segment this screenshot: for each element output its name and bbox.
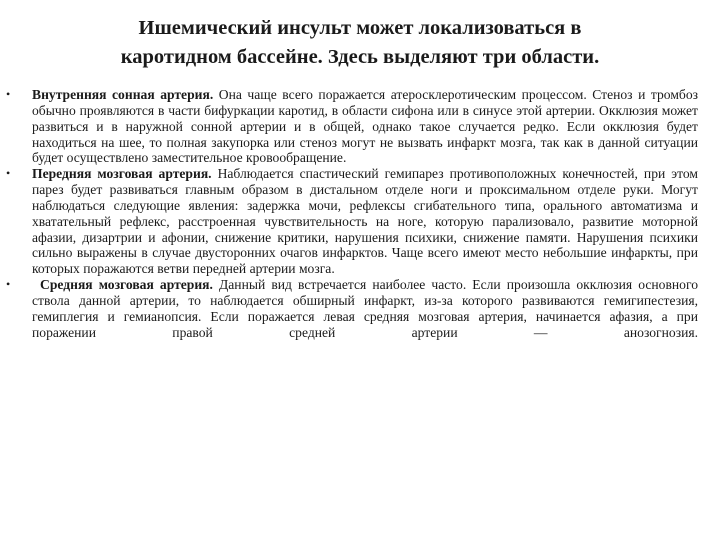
bullet-text: Наблюдается спастический гемипарез противоположных конечностей, при этом парез будет развиваться главным образом в дистальном отделе ноги и проксимальном отделе руки. Могут наблюдаться следующие явления: задержка мочи, рефлексы сгибательного типа, орального автоматизма и хватательный рефлекс, расстроенная чувствительность на ноге, которую парализовало, развитие моторной афазии, дизартрии и афонии, снижение критики, нарушения психики, снижение памяти. Нарушения психики сильно выражены в случае двусторонних очагов инфарктов. Чаще всего имеют место небольшие инфаркты, при которых поражаются ветви передней артерии мозга. (32, 166, 698, 277)
bullet-term: Внутренняя сонная артерия. (32, 87, 214, 102)
bullet-text: Она чаще всего поражается атеросклеротическим процессом. Стеноз и тромбоз обычно проявляются в части бифуркации каротид, в области сифона или в синусе этой артерии. Окклюзия может развиться и в наружной сонной артерии и в общей, однако такое случается редко. Если окклюзия будет находиться на шее, то полная закупорка или стеноз могут не вызвать инфаркт мозга, так как в данной ситуации будет осуществлено заместительное кровообращение. (32, 87, 698, 166)
title-line-1: Ишемический инсульт может локализоваться в (138, 17, 582, 39)
bullet-list (6, 87, 698, 341)
bullet-item-internal-carotid (6, 87, 698, 166)
bullet-icon: • (6, 277, 11, 292)
bullet-text: Данный вид встречается наиболее часто. Если произошла окклюзия основного ствола данной артерии, то наблюдается обширный инфаркт, из-за которого развиваются гемигипестезия, гемиплегия и гемианопсия. Если поражается левая средняя мозговая артерия, начинается афазия, а при поражении правой средней артерии — анозогнозия. (32, 277, 698, 340)
bullet-item-anterior-cerebral (6, 166, 698, 277)
bullet-term: Передняя мозговая артерия. (32, 166, 212, 182)
bullet-term: Средняя мозговая артерия. (40, 277, 213, 293)
bullet-icon: • (6, 87, 11, 101)
bullet-item-middle-cerebral (6, 277, 698, 340)
slide-title (60, 14, 660, 72)
bullet-icon: • (6, 166, 11, 181)
title-line-2: каротидном бассейне. Здесь выделяют три области. (120, 46, 600, 68)
